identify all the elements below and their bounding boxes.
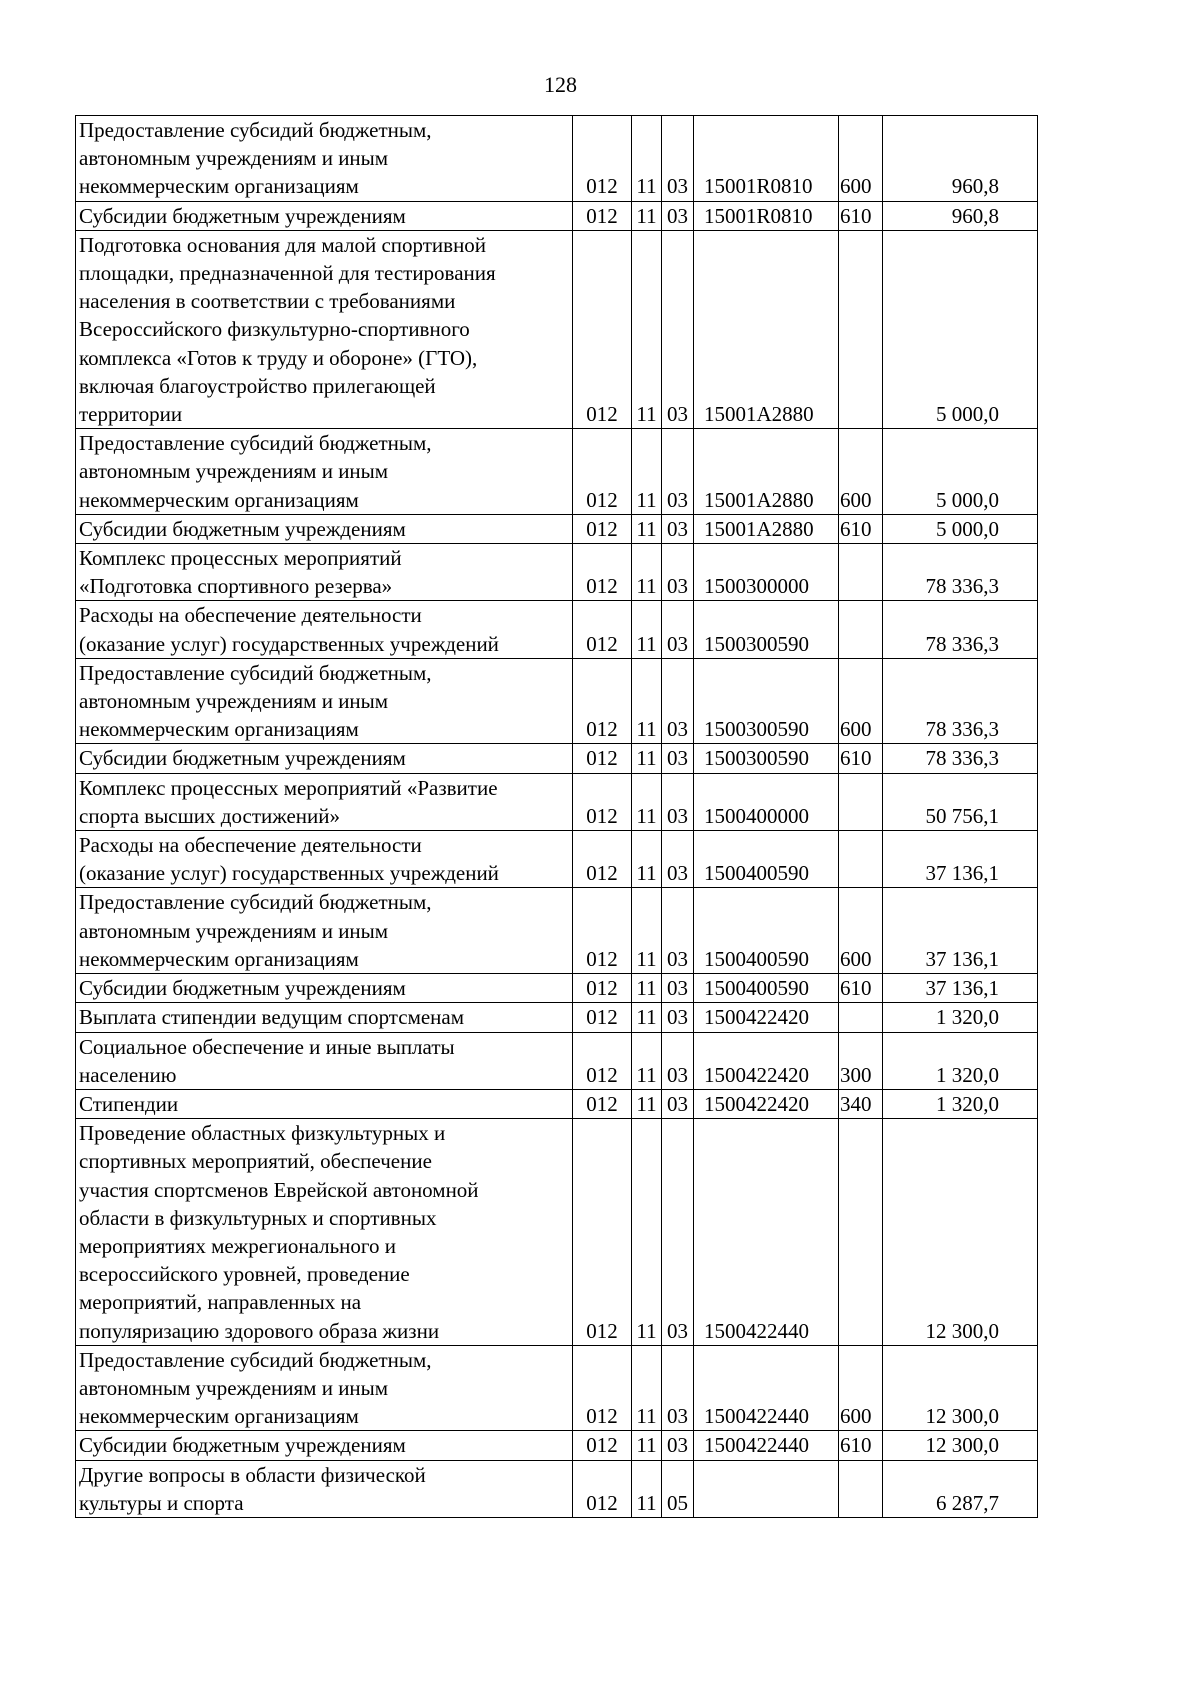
row-section-cell: 11 xyxy=(632,744,662,773)
row-name-cell: Другие вопросы в области физической культуры и спорта xyxy=(76,1460,573,1517)
row-target-article-cell: 1500422420 xyxy=(694,1003,839,1032)
row-amount-cell: 78 336,3 xyxy=(883,658,1038,744)
row-target-article-cell: 15001R0810 xyxy=(694,201,839,230)
row-amount-cell: 960,8 xyxy=(883,116,1038,202)
row-target-article-cell: 15001R0810 xyxy=(694,116,839,202)
row-expense-type-cell: 610 xyxy=(839,744,883,773)
row-grbs-cell: 012 xyxy=(573,773,632,830)
row-expense-type-cell xyxy=(839,773,883,830)
row-target-article-cell: 1500300000 xyxy=(694,544,839,601)
row-subsection-cell: 03 xyxy=(662,1345,694,1431)
row-amount-cell: 78 336,3 xyxy=(883,544,1038,601)
row-subsection-cell: 03 xyxy=(662,1119,694,1346)
row-amount-cell: 37 136,1 xyxy=(883,888,1038,974)
table-row xyxy=(76,1431,1038,1460)
row-grbs-cell: 012 xyxy=(573,658,632,744)
row-grbs-cell: 012 xyxy=(573,116,632,202)
row-target-article-cell: 15001A2880 xyxy=(694,514,839,543)
row-section-cell: 11 xyxy=(632,1119,662,1346)
row-name-cell: Проведение областных физкультурных и спортивных мероприятий, обеспечение участия спортсменов Еврейской автономной области в физкультурных и спортивных мероприятиях межрегионального и всероссийского уровней, проведение мероприятий, направленных на популяризацию здорового образа жизни xyxy=(76,1119,573,1346)
row-target-article-cell: 1500400590 xyxy=(694,974,839,1003)
row-expense-type-cell: 600 xyxy=(839,429,883,515)
row-subsection-cell: 03 xyxy=(662,1089,694,1118)
row-expense-type-cell xyxy=(839,1119,883,1346)
table-row xyxy=(76,831,1038,888)
row-subsection-cell: 03 xyxy=(662,658,694,744)
row-target-article-cell: 1500422420 xyxy=(694,1032,839,1089)
row-name-cell: Предоставление субсидий бюджетным, автономным учреждениям и иным некоммерческим организациям xyxy=(76,658,573,744)
row-amount-cell: 12 300,0 xyxy=(883,1345,1038,1431)
row-expense-type-cell xyxy=(839,230,883,428)
row-amount-cell: 1 320,0 xyxy=(883,1003,1038,1032)
row-expense-type-cell: 600 xyxy=(839,888,883,974)
row-section-cell: 11 xyxy=(632,201,662,230)
row-expense-type-cell xyxy=(839,544,883,601)
row-grbs-cell: 012 xyxy=(573,1460,632,1517)
row-grbs-cell: 012 xyxy=(573,1345,632,1431)
row-grbs-cell: 012 xyxy=(573,831,632,888)
row-expense-type-cell: 610 xyxy=(839,974,883,1003)
table-row xyxy=(76,116,1038,202)
row-expense-type-cell: 610 xyxy=(839,1431,883,1460)
row-subsection-cell: 03 xyxy=(662,1003,694,1032)
table-row xyxy=(76,514,1038,543)
row-grbs-cell: 012 xyxy=(573,744,632,773)
row-amount-cell: 960,8 xyxy=(883,201,1038,230)
row-grbs-cell: 012 xyxy=(573,1003,632,1032)
row-subsection-cell: 03 xyxy=(662,601,694,658)
row-name-cell: Субсидии бюджетным учреждениям xyxy=(76,1431,573,1460)
row-grbs-cell: 012 xyxy=(573,1431,632,1460)
row-name-cell: Предоставление субсидий бюджетным, автономным учреждениям и иным некоммерческим организациям xyxy=(76,888,573,974)
table-row xyxy=(76,201,1038,230)
row-section-cell: 11 xyxy=(632,888,662,974)
row-name-cell: Подготовка основания для малой спортивной площадки, предназначенной для тестирования населения в соответствии с требованиями Всероссийского физкультурно-спортивного комплекса «Готов к труду и обороне» (ГТО), включая благоустройство прилегающей территории xyxy=(76,230,573,428)
table-row xyxy=(76,230,1038,428)
table-row xyxy=(76,773,1038,830)
row-name-cell: Расходы на обеспечение деятельности (оказание услуг) государственных учреждений xyxy=(76,831,573,888)
row-section-cell: 11 xyxy=(632,429,662,515)
row-amount-cell: 50 756,1 xyxy=(883,773,1038,830)
row-subsection-cell: 03 xyxy=(662,974,694,1003)
row-amount-cell: 1 320,0 xyxy=(883,1089,1038,1118)
table-row xyxy=(76,544,1038,601)
row-subsection-cell: 03 xyxy=(662,116,694,202)
row-section-cell: 11 xyxy=(632,1003,662,1032)
table-row xyxy=(76,974,1038,1003)
row-target-article-cell: 1500422440 xyxy=(694,1119,839,1346)
row-section-cell: 11 xyxy=(632,773,662,830)
row-expense-type-cell: 610 xyxy=(839,514,883,543)
row-grbs-cell: 012 xyxy=(573,888,632,974)
row-subsection-cell: 03 xyxy=(662,544,694,601)
row-subsection-cell: 05 xyxy=(662,1460,694,1517)
row-target-article-cell: 15001A2880 xyxy=(694,230,839,428)
row-amount-cell: 37 136,1 xyxy=(883,974,1038,1003)
row-target-article-cell: 1500300590 xyxy=(694,744,839,773)
row-section-cell: 11 xyxy=(632,514,662,543)
row-section-cell: 11 xyxy=(632,974,662,1003)
row-amount-cell: 78 336,3 xyxy=(883,601,1038,658)
row-name-cell: Комплекс процессных мероприятий «Развитие спорта высших достижений» xyxy=(76,773,573,830)
row-section-cell: 11 xyxy=(632,1089,662,1118)
row-section-cell: 11 xyxy=(632,658,662,744)
table-row xyxy=(76,744,1038,773)
row-amount-cell: 5 000,0 xyxy=(883,514,1038,543)
row-grbs-cell: 012 xyxy=(573,514,632,543)
row-expense-type-cell: 600 xyxy=(839,658,883,744)
row-section-cell: 11 xyxy=(632,1460,662,1517)
row-section-cell: 11 xyxy=(632,116,662,202)
table-row xyxy=(76,1345,1038,1431)
page-number: 128 xyxy=(544,72,577,97)
budget-table xyxy=(75,115,1038,1518)
row-subsection-cell: 03 xyxy=(662,773,694,830)
row-name-cell: Субсидии бюджетным учреждениям xyxy=(76,514,573,543)
row-expense-type-cell: 600 xyxy=(839,1345,883,1431)
row-name-cell: Социальное обеспечение и иные выплаты населению xyxy=(76,1032,573,1089)
table-row xyxy=(76,888,1038,974)
row-expense-type-cell: 610 xyxy=(839,201,883,230)
row-subsection-cell: 03 xyxy=(662,744,694,773)
row-name-cell: Стипендии xyxy=(76,1089,573,1118)
row-amount-cell: 78 336,3 xyxy=(883,744,1038,773)
row-target-article-cell: 1500422420 xyxy=(694,1089,839,1118)
row-grbs-cell: 012 xyxy=(573,201,632,230)
row-section-cell: 11 xyxy=(632,831,662,888)
row-grbs-cell: 012 xyxy=(573,429,632,515)
row-expense-type-cell: 600 xyxy=(839,116,883,202)
row-subsection-cell: 03 xyxy=(662,429,694,515)
row-target-article-cell: 1500422440 xyxy=(694,1345,839,1431)
row-grbs-cell: 012 xyxy=(573,1119,632,1346)
row-grbs-cell: 012 xyxy=(573,974,632,1003)
row-subsection-cell: 03 xyxy=(662,831,694,888)
row-section-cell: 11 xyxy=(632,601,662,658)
row-target-article-cell: 1500300590 xyxy=(694,658,839,744)
row-name-cell: Предоставление субсидий бюджетным, автономным учреждениям и иным некоммерческим организациям xyxy=(76,1345,573,1431)
row-target-article-cell: 1500400590 xyxy=(694,831,839,888)
row-amount-cell: 5 000,0 xyxy=(883,230,1038,428)
row-target-article-cell: 15001A2880 xyxy=(694,429,839,515)
row-expense-type-cell xyxy=(839,1460,883,1517)
row-target-article-cell xyxy=(694,1460,839,1517)
row-grbs-cell: 012 xyxy=(573,544,632,601)
row-expense-type-cell: 300 xyxy=(839,1032,883,1089)
row-target-article-cell: 1500422440 xyxy=(694,1431,839,1460)
table-row xyxy=(76,1460,1038,1517)
row-name-cell: Комплекс процессных мероприятий «Подготовка спортивного резерва» xyxy=(76,544,573,601)
row-grbs-cell: 012 xyxy=(573,230,632,428)
row-amount-cell: 6 287,7 xyxy=(883,1460,1038,1517)
row-subsection-cell: 03 xyxy=(662,888,694,974)
table-row xyxy=(76,1119,1038,1346)
row-section-cell: 11 xyxy=(632,1032,662,1089)
row-name-cell: Выплата стипендии ведущим спортсменам xyxy=(76,1003,573,1032)
row-name-cell: Предоставление субсидий бюджетным, автономным учреждениям и иным некоммерческим организациям xyxy=(76,116,573,202)
row-name-cell: Субсидии бюджетным учреждениям xyxy=(76,201,573,230)
row-name-cell: Предоставление субсидий бюджетным, автономным учреждениям и иным некоммерческим организациям xyxy=(76,429,573,515)
row-section-cell: 11 xyxy=(632,544,662,601)
table-row xyxy=(76,429,1038,515)
row-expense-type-cell: 340 xyxy=(839,1089,883,1118)
row-section-cell: 11 xyxy=(632,230,662,428)
row-name-cell: Субсидии бюджетным учреждениям xyxy=(76,744,573,773)
row-target-article-cell: 1500400590 xyxy=(694,888,839,974)
row-section-cell: 11 xyxy=(632,1431,662,1460)
row-subsection-cell: 03 xyxy=(662,230,694,428)
row-expense-type-cell xyxy=(839,1003,883,1032)
row-name-cell: Субсидии бюджетным учреждениям xyxy=(76,974,573,1003)
row-amount-cell: 37 136,1 xyxy=(883,831,1038,888)
table-row xyxy=(76,1003,1038,1032)
row-grbs-cell: 012 xyxy=(573,1032,632,1089)
row-amount-cell: 12 300,0 xyxy=(883,1431,1038,1460)
row-subsection-cell: 03 xyxy=(662,1431,694,1460)
row-expense-type-cell xyxy=(839,601,883,658)
row-name-cell: Расходы на обеспечение деятельности (оказание услуг) государственных учреждений xyxy=(76,601,573,658)
row-amount-cell: 1 320,0 xyxy=(883,1032,1038,1089)
row-grbs-cell: 012 xyxy=(573,1089,632,1118)
table-row xyxy=(76,658,1038,744)
row-subsection-cell: 03 xyxy=(662,1032,694,1089)
row-section-cell: 11 xyxy=(632,1345,662,1431)
row-target-article-cell: 1500400000 xyxy=(694,773,839,830)
table-row xyxy=(76,1089,1038,1118)
row-target-article-cell: 1500300590 xyxy=(694,601,839,658)
table-row xyxy=(76,601,1038,658)
table-row xyxy=(76,1032,1038,1089)
row-subsection-cell: 03 xyxy=(662,201,694,230)
row-expense-type-cell xyxy=(839,831,883,888)
row-grbs-cell: 012 xyxy=(573,601,632,658)
row-amount-cell: 5 000,0 xyxy=(883,429,1038,515)
row-subsection-cell: 03 xyxy=(662,514,694,543)
row-amount-cell: 12 300,0 xyxy=(883,1119,1038,1346)
